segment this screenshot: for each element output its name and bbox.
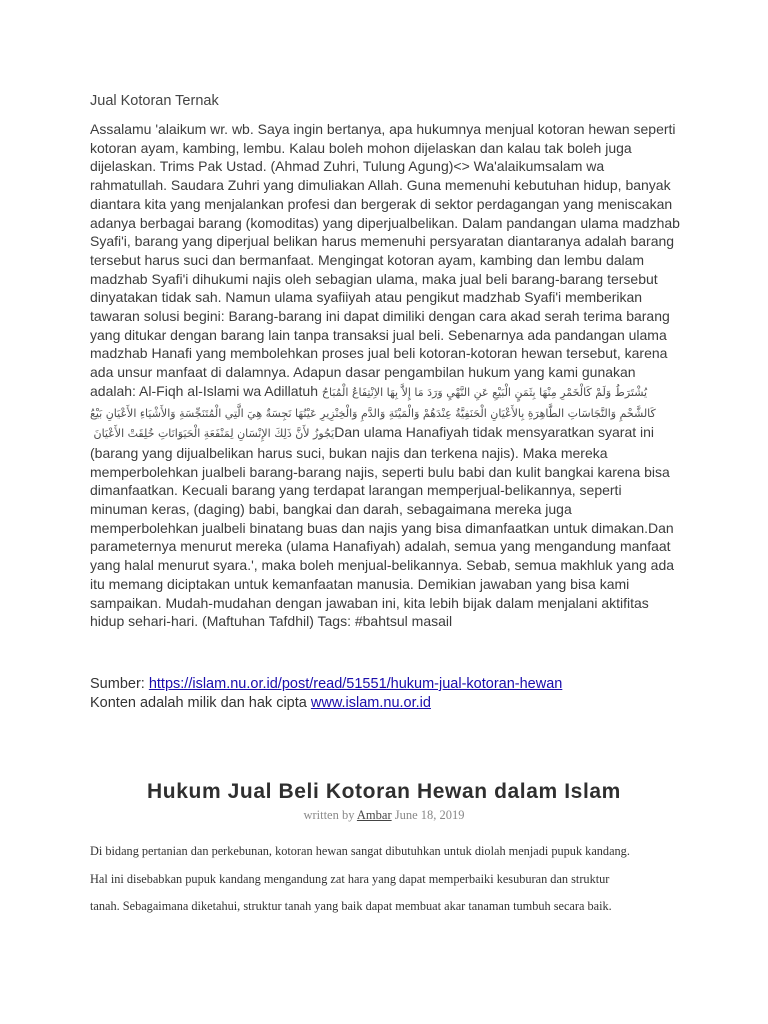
site-link[interactable]: www.islam.nu.or.id: [310, 694, 431, 711]
source-line: [90, 675, 562, 694]
copyright-label: Konten adalah milik dan hak cipta: [90, 694, 311, 711]
written-by-label: written by: [303, 808, 357, 822]
source-link[interactable]: https://islam.nu.or.id/post/read/51551/hukum-jual-kotoran-hewan: [148, 676, 563, 692]
article-line-1: Di bidang pertanian dan perkebunan, kotoran hewan sangat dibutuhkan untuk diolah menjadi pupuk kandang.: [90, 844, 630, 858]
source-label: Sumber:: [90, 676, 149, 692]
article-byline: [0, 808, 768, 823]
post-body-text-1: Assalamu 'alaikum wr. wb. Saya ingin bertanya, apa hukumnya menjual kotoran hewan seperti kotoran ayam, kambing, lembu. Kalau boleh mohon dijelaskan dan kalau tak boleh juga dijelaskan. Trims Pak Ustad. (Ahmad Zuhri, Tulung Agung)<> Wa'alaikumsalam wa rahmatullah. Saudara Zuhri yang dimuliakan Allah. Guna memenuhi kebutuhan hidup, banyak diantara kita yang menjalankan profesi dan bergerak di sektor perdagangan yang meniscakan adanya berbagai barang (komoditas) yang diperjualbelikan. Dalam pandangan ulama madzhab Syafi'i, barang yang diperjual belikan harus memenuhi persyaratan diantaranya adalah barang tersebut harus suci dan bermanfaat. Mengingat kotoran ayam, kambing dan lembu dalam madzhab Syafi'i dihukumi najis oleh sebagian ulama, maka jual beli barang-barang tersebut dinyatakan tidak sah. Namun ulama syafiiyah atau pengikut madzhab Syafi'i memberikan tawaran solusi begini: Barang-barang ini dapat dimiliki dengan cara akad serah terima barang yang ditukar dengan barang lain tanpa transaksi jual beli. Sebenarnya ada pandangan ulama madzhab Hanafi yang membolehkan proses jual beli kotoran-kotoran hewan tersebut, karena ada unsur manfaat di dalamnya. Adapun dasar pengambilan hukum yang kami gunakan adalah: Al-Fiqh al-Islami wa Adillatuh: [90, 121, 680, 399]
author-link[interactable]: Ambar: [356, 808, 392, 822]
copyright-line: [90, 694, 562, 713]
source-block: [90, 675, 562, 712]
arabic-quote: يُشْتَرَطُ وَلَمْ كَالْخَمْرِ مِنْهَا بِثَمَنٍ الْبَيْعِ عَنِ النَّهْيِ وَرَدَ مَا إِلاَّ بِهَا الاِنْتِفَاعُ الْمُبَاحُ كَالشَّحْمِ وَالنَّجَاسَاتِ الطَّاهِرَةِ بِالأَعْيَانِ الْحَنَفِيَّةُ عِنْدَهُمْ وَالْمَيْتَةِ وَالدَّمِ وَالْخِنْزِيرِ عَيْنُهَا نَجِسَةٌ هِيَ الَّتِي الْمُتَنَجِّسَةِ وَالأَشْيَاءِ الأَعْيَانِ بَيْعُ يَجُوزُ لأَنَّ ذَلِكَ الإِنْسَانِ لِمَنْفَعَةِ الْحَيَوَانَاتِ خُلِقَتْ الأَعْيَانَ: [90, 385, 656, 441]
article-line-2: Hal ini disebabkan pupuk kandang mengandung zat hara yang dapat memperbaiki kesuburan dan struktur: [90, 872, 610, 886]
post-body: [90, 120, 680, 631]
post-body-text-2: Dan ulama Hanafiyah tidak mensyaratkan syarat ini (barang yang dijualbelikan harus suci, bukan najis dan terkena najis). Maka mereka memperbolehkan jualbeli barang-barang najis, seperti bulu babi dan kulit bangkai karena bisa dimanfaatkan. Kecuali barang yang terdapat larangan memperjual-belikannya, seperti minuman keras, (daging) babi, bangkai dan darah, sebagaimana mereka juga memperbolehkan jualbeli binatang buas dan najis yang bisa dimanfaatkan untuk dimakan.Dan parameternya menurut mereka (ulama Hanafiyah) adalah, semua yang mengandung manfaat yang halal menurut syara.', maka boleh menjual-belikannya. Sebab, semua makhluk yang ada itu memang diciptakan untuk kemanfaatan manusia. Demikian jawaban yang bisa kami sampaikan. Mudah-mudahan dengan jawaban ini, kita lebih bijak dalam menjalani aktifitas hidup sehari-hari. (Maftuhan Tafdhil) Tags: #bahtsul masail: [90, 424, 675, 630]
article-line-3: tanah. Sebagaimana diketahui, struktur tanah yang baik dapat membuat akar tanaman tumbuh secara baik.: [90, 899, 612, 913]
post-title: Jual Kotoran Ternak: [90, 93, 219, 109]
article-title: Hukum Jual Beli Kotoran Hewan dalam Islam: [147, 780, 621, 803]
article-date: June 18, 2019: [391, 808, 465, 822]
